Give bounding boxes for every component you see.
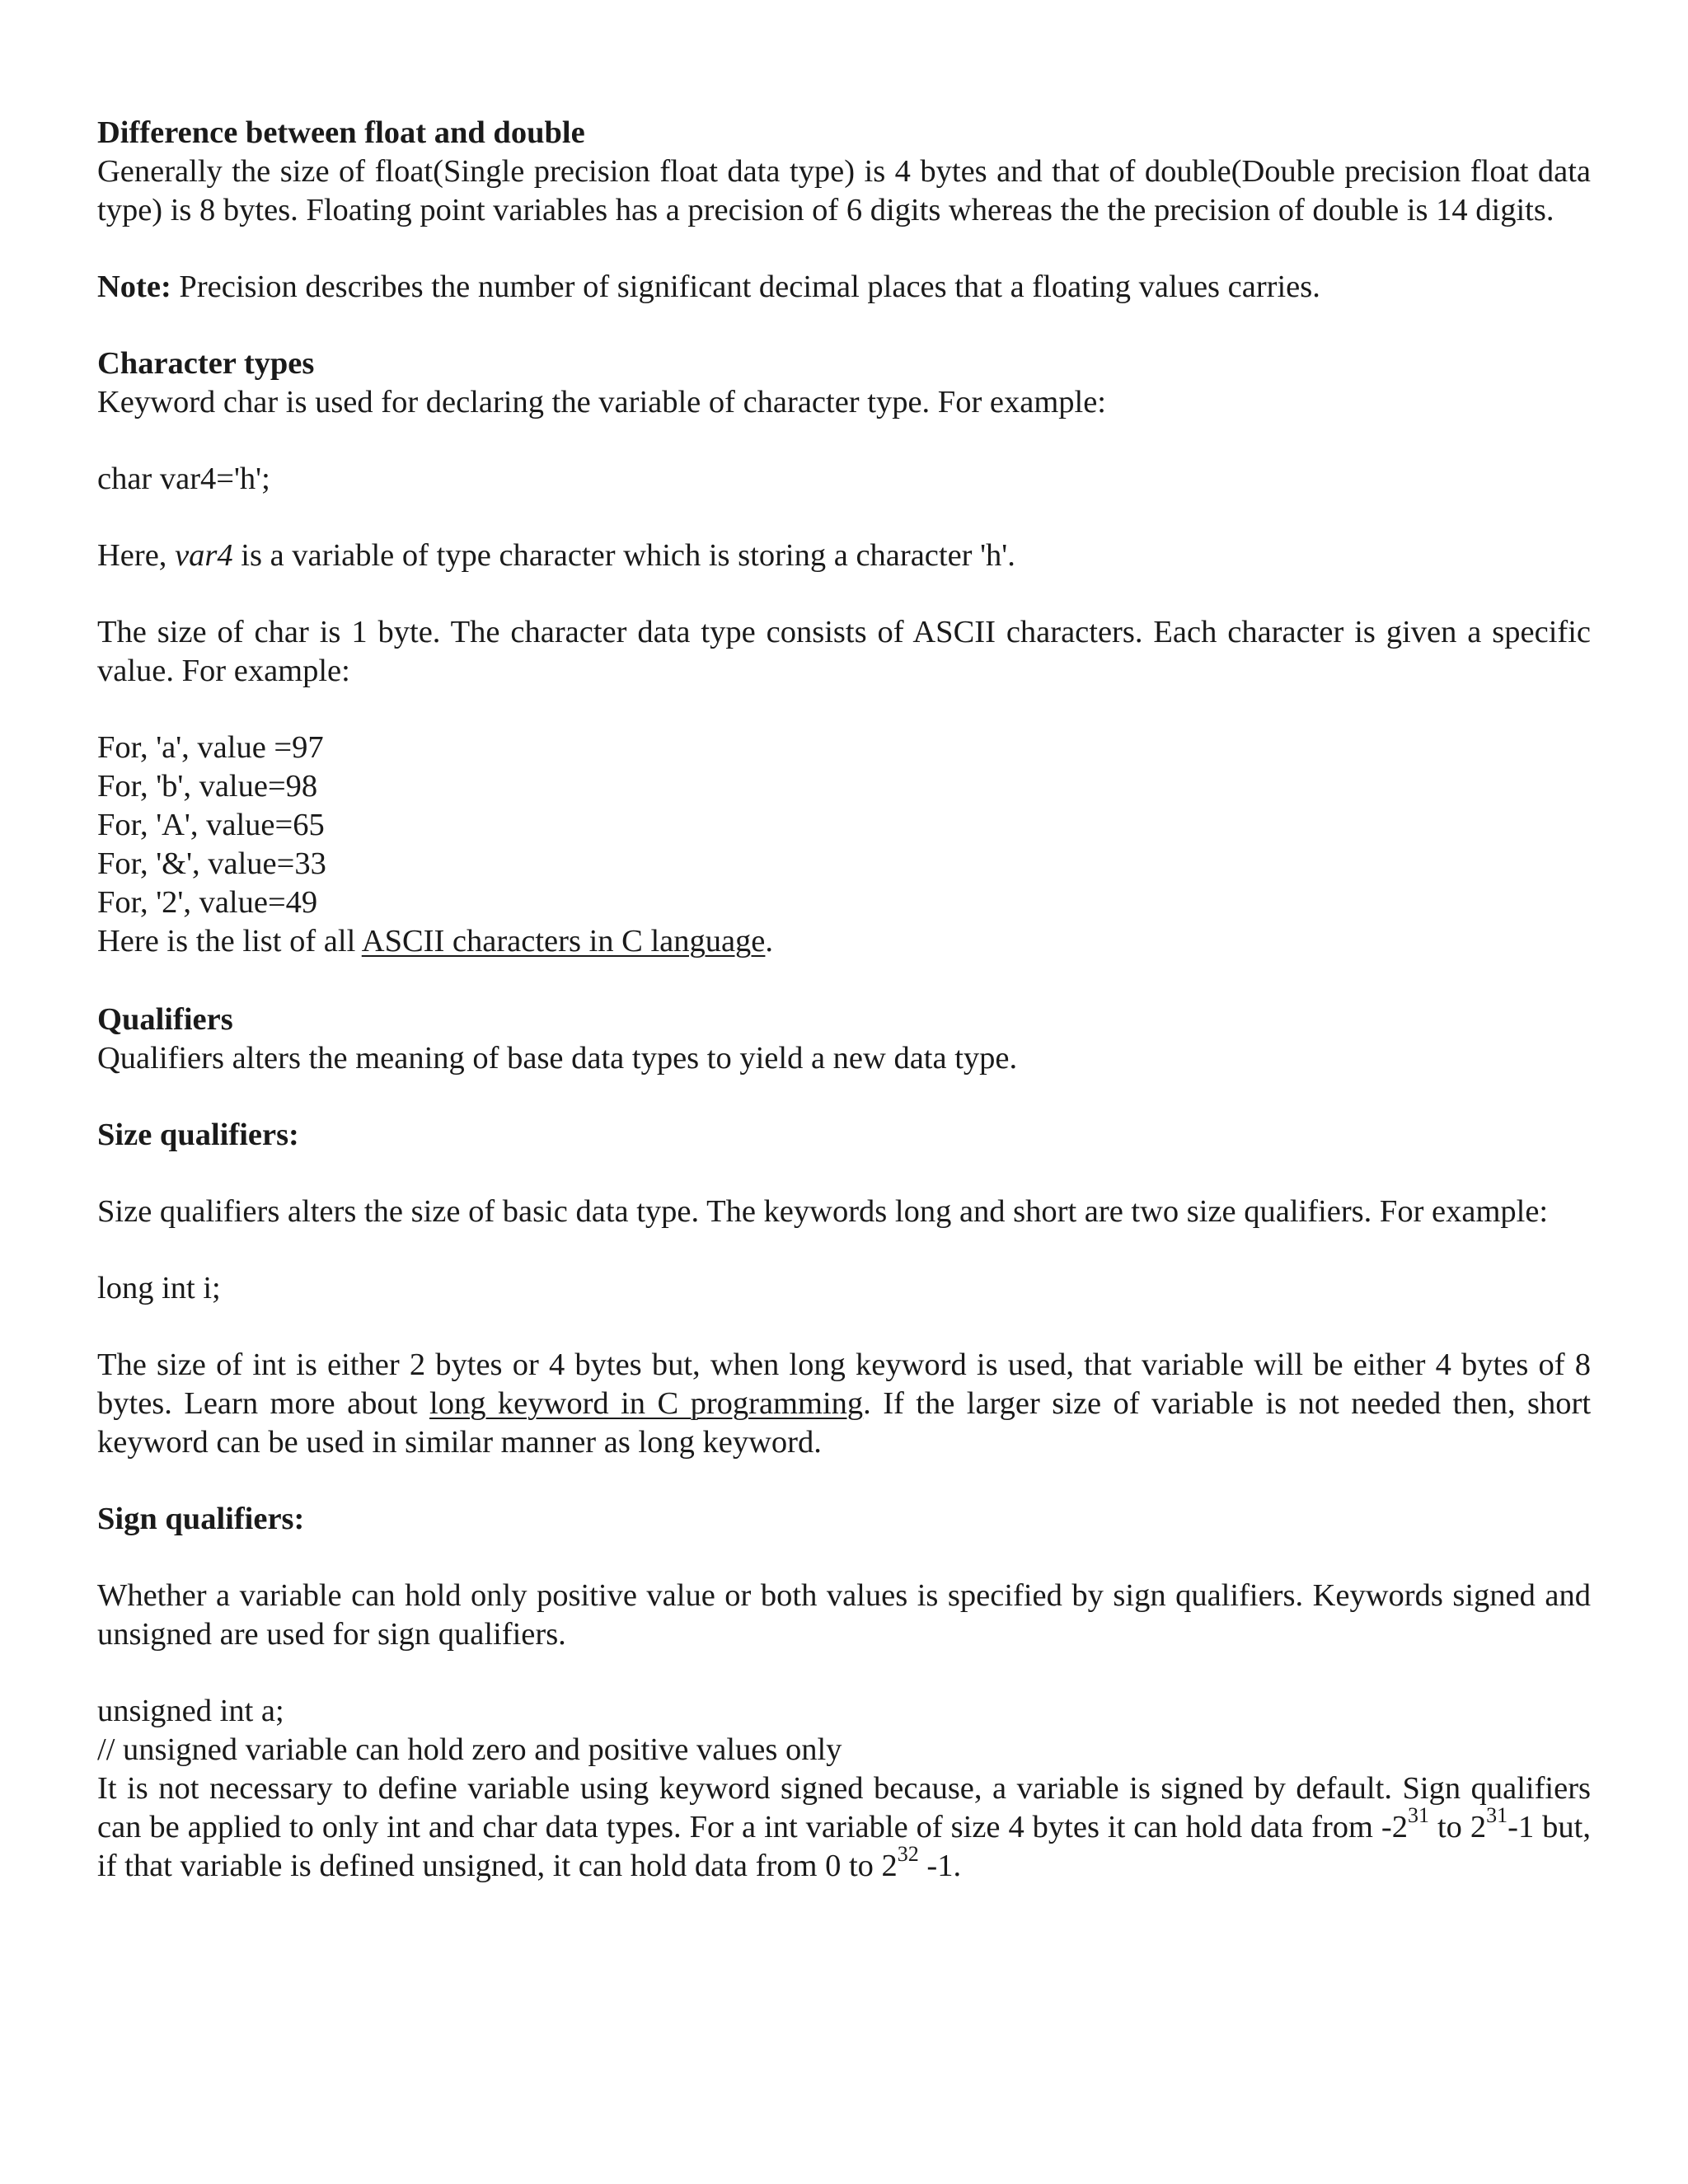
ascii-example-line: For, '&', value=33 <box>97 846 326 881</box>
qualifiers-paragraph: Qualifiers alters the meaning of base data types to yield a new data type. <box>97 1041 1018 1076</box>
ascii-example-line: For, 'A', value=65 <box>97 808 325 842</box>
ascii-characters-link[interactable]: ASCII characters in C language <box>361 924 766 958</box>
exponent: 31 <box>1408 1803 1430 1828</box>
document-page <box>97 114 1591 1886</box>
float-double-paragraph: Generally the size of float(Single precision float data type) is 4 bytes and that of double(Double precision float data type) is 8 bytes. Floating point variables has a precision of 6 digits whereas the the precision of double is 14 digits. <box>97 154 1591 227</box>
sign-qualifiers-heading: Sign qualifiers: <box>97 1502 305 1536</box>
exponent: 32 <box>897 1842 919 1867</box>
char-code-line: char var4='h'; <box>97 462 270 496</box>
sign-body-part: to 2 <box>1429 1810 1487 1844</box>
unsigned-code-line: unsigned int a; <box>97 1694 284 1728</box>
ascii-list-line <box>97 922 1591 961</box>
note-paragraph <box>97 268 1591 307</box>
char-size-paragraph: The size of char is 1 byte. The character data type consists of ASCII characters. Each character is given a specific value. For example: <box>97 615 1591 688</box>
ascii-list-suffix: . <box>765 924 774 958</box>
long-body-suffix: . If the larger size of variable is not needed then, short keyword can be used in similar manner as long keyword. <box>97 1386 1592 1460</box>
long-body-prefix: The size of int is either 2 bytes or 4 bytes but, when long keyword is used, that variable will be either 4 bytes of 8 bytes. Learn more about <box>97 1347 1591 1421</box>
long-int-code-line: long int i; <box>97 1271 221 1305</box>
character-types-intro: Keyword char is used for declaring the variable of character type. For example: <box>97 385 1106 419</box>
sign-body-part: -1 but, if that variable is defined unsigned, it can hold data from 0 to 2 <box>97 1810 1591 1883</box>
ascii-example-line: For, '2', value=49 <box>97 885 318 920</box>
note-text: Precision describes the number of significant decimal places that a floating values carries. <box>171 269 1320 304</box>
size-qualifiers-paragraph: Size qualifiers alters the size of basic data type. The keywords long and short are two size qualifiers. For example: <box>97 1194 1549 1229</box>
ascii-example-line: For, 'a', value =97 <box>97 730 324 765</box>
here-prefix: Here, <box>97 538 176 573</box>
ascii-example-line: For, 'b', value=98 <box>97 769 318 804</box>
sign-body-part: It is not necessary to define variable using keyword signed because, a variable is signed by default. Sign qualifiers can be applied to only int and char data types. For a int variable of size 4 bytes it can hold data from -2 <box>97 1771 1591 1844</box>
here-suffix: is a variable of type character which is storing a character 'h'. <box>232 538 1015 573</box>
float-double-heading: Difference between float and double <box>97 115 585 150</box>
long-keyword-link[interactable]: long keyword in C programming <box>429 1386 864 1421</box>
long-keyword-paragraph <box>97 1346 1591 1462</box>
ascii-list-prefix: Here is the list of all <box>97 924 362 958</box>
var4-variable: var4 <box>175 538 233 573</box>
size-qualifiers-heading: Size qualifiers: <box>97 1118 299 1152</box>
char-here-paragraph <box>97 537 1591 575</box>
exponent: 31 <box>1486 1803 1508 1828</box>
character-types-heading: Character types <box>97 346 315 381</box>
signed-default-paragraph <box>97 1769 1591 1886</box>
note-label: Note: <box>97 269 171 304</box>
sign-qualifiers-paragraph: Whether a variable can hold only positive value or both values is specified by sign qualifiers. Keywords signed and unsigned are used for sign qualifiers. <box>97 1578 1591 1652</box>
qualifiers-heading: Qualifiers <box>97 1002 233 1037</box>
sign-body-part: -1. <box>918 1849 962 1883</box>
unsigned-comment-line: // unsigned variable can hold zero and positive values only <box>97 1732 842 1767</box>
